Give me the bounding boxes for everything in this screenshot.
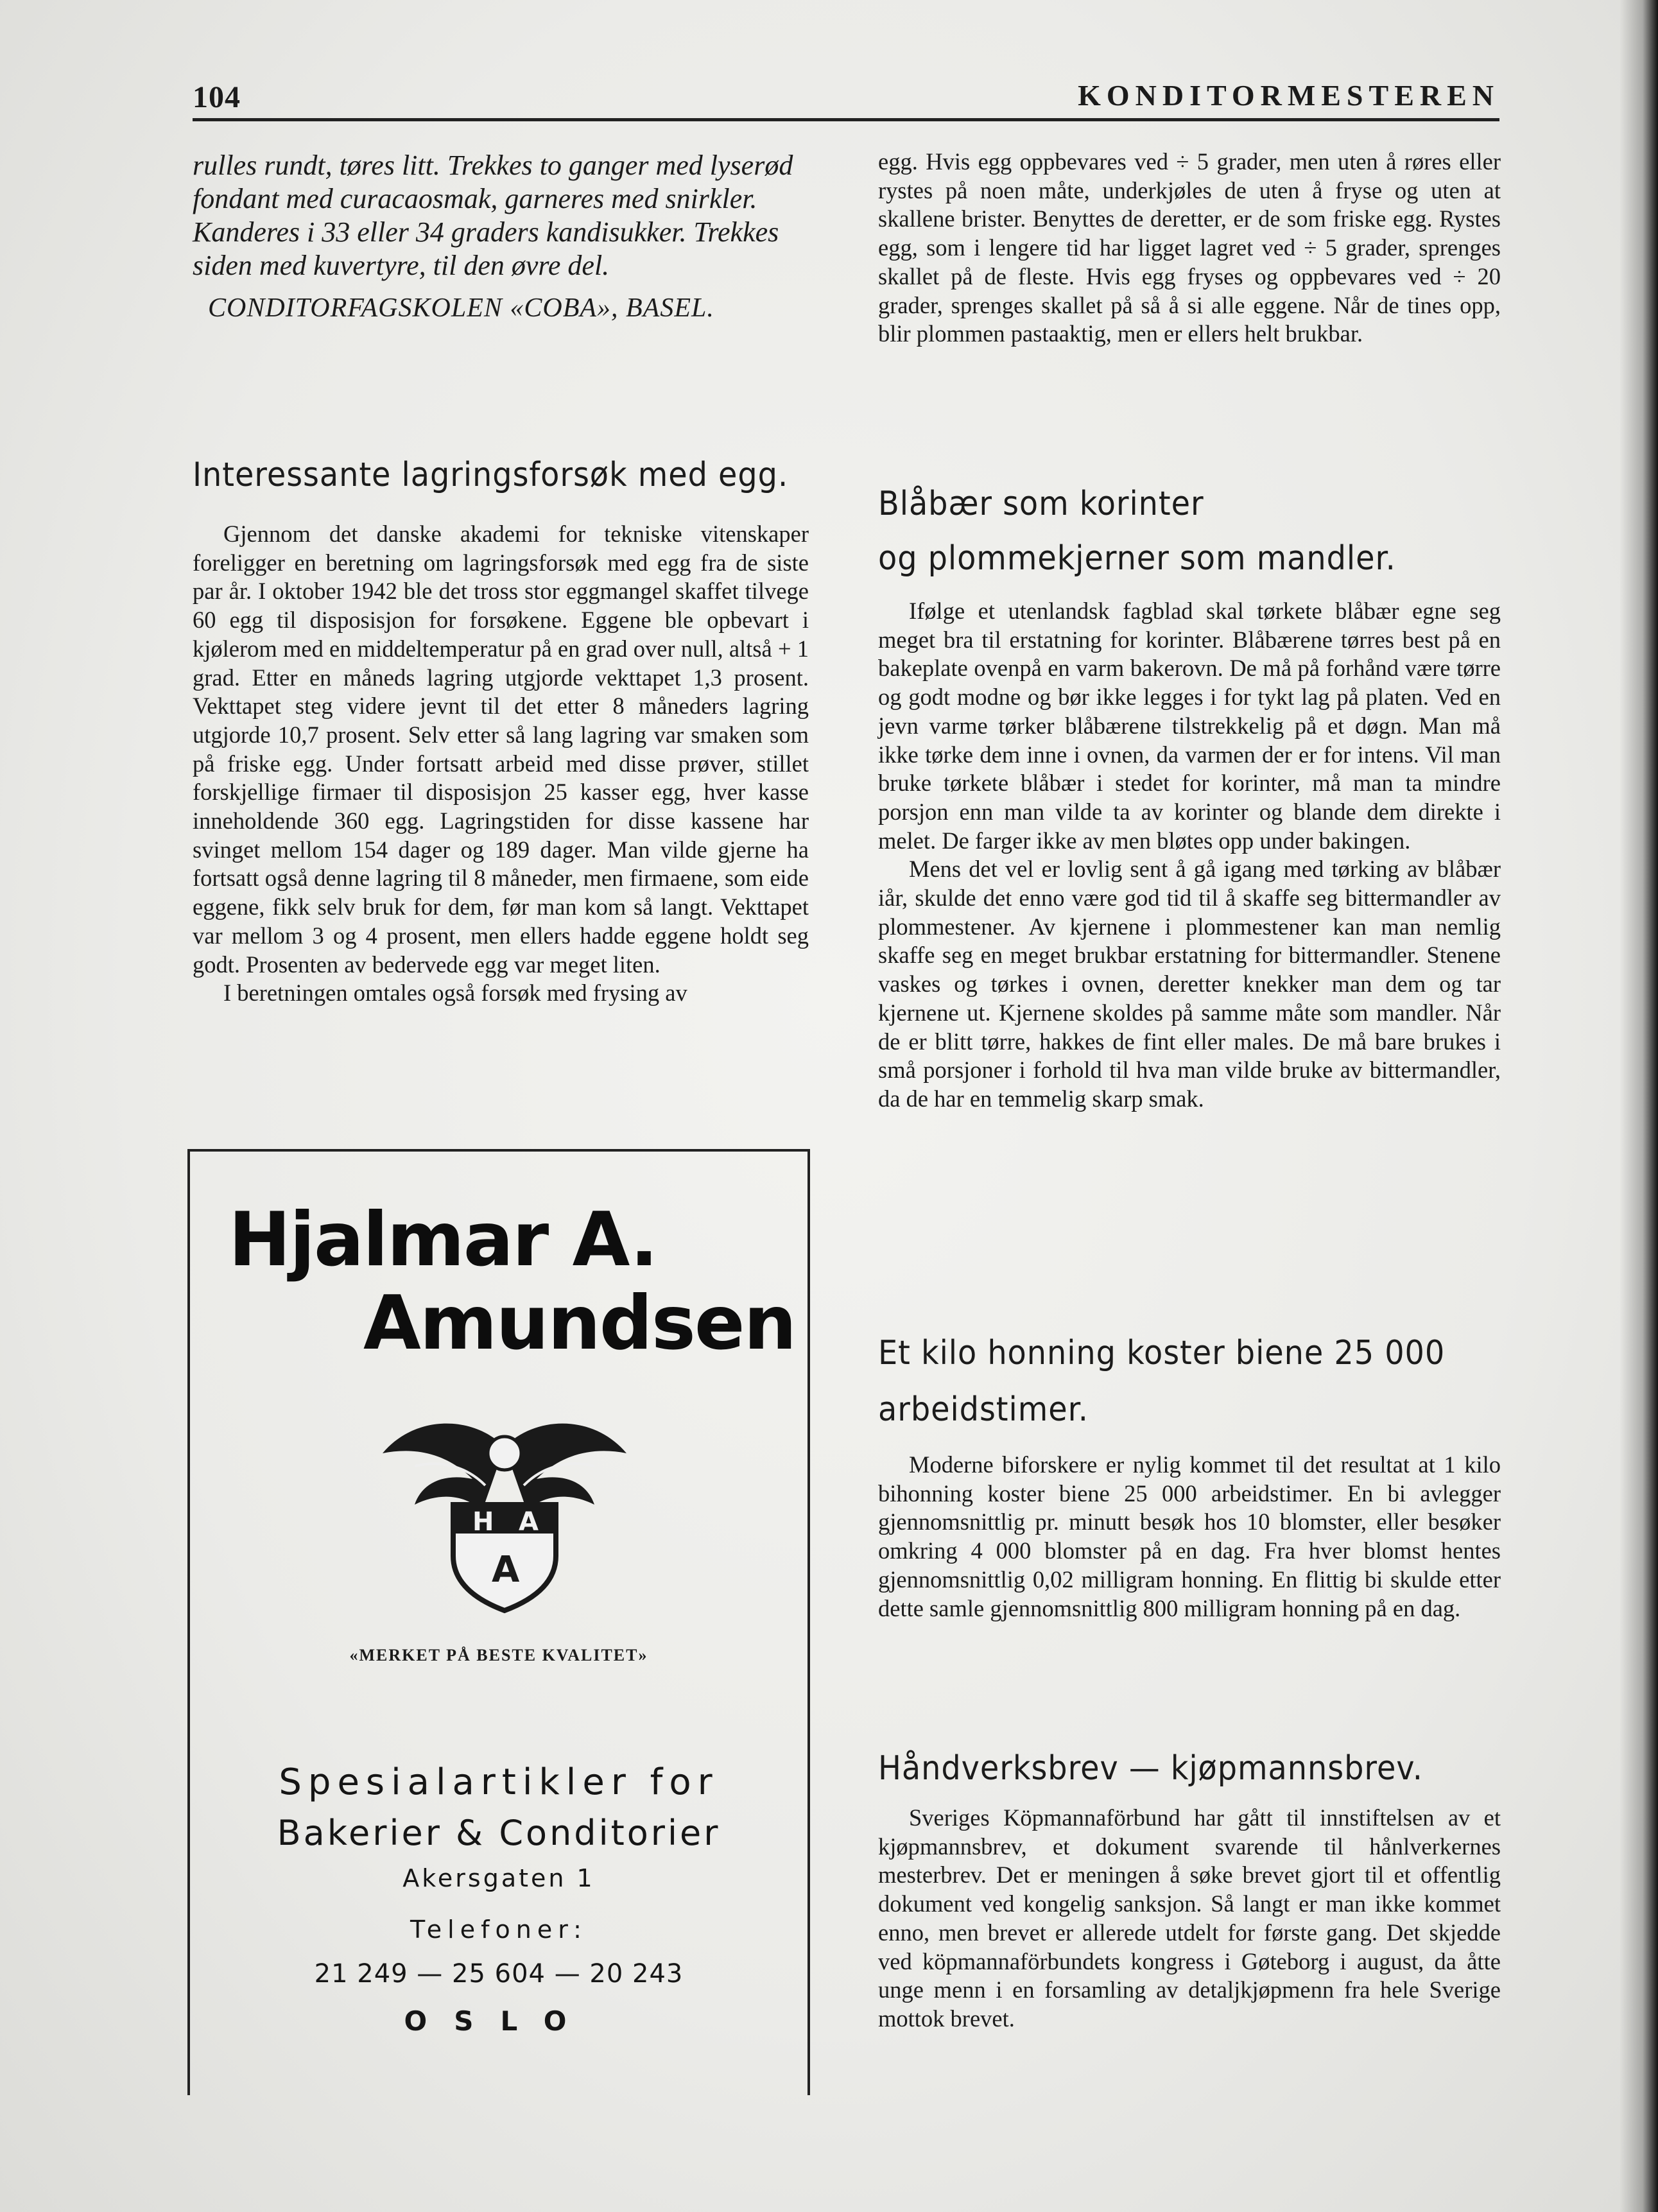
left-column-intro <box>193 149 809 325</box>
scan-edge-shadow <box>1619 0 1658 2212</box>
ad-company-name-line1: Hjalmar A. <box>229 1197 657 1283</box>
article-paragraph: Ifølge et utenlandsk fagblad skal tørkete blåbær egne seg meget bra til erstatning for korinter. Blåbærene tørres best på en bakeplate ovenpå en varm bakerovn. De må på forhånd være tørre og godt modne og bør ikke legges i for tykt lag på platen. Ved en jevn varme tørker blåbærene tilstrekkelig på et døgn. Man må ikke tørke dem inne i ovnen, da varmen der er for intens. Vil man bruke tørkete blåbær i stedet for korinter, må man ta mindre porsjon enn man vilde ta av korinter og blande dem direkte i melet. De farger ikke av men bløtes opp under bakingen. <box>878 598 1501 854</box>
article-honey <box>878 1451 1501 1623</box>
svg-text:A: A <box>492 1549 520 1591</box>
article-paragraph: Sveriges Köpmannaförbund har gått til innstiftelsen av et kjøpmannsbrev, et dokument svarende til hånlverkernes mesterbrev. Det er meningen å søke brevet gjort til et offentlig dokument ved kongelig sanksjon. Så langt er man ikke kommet enno, men brevet er allerede utdelt for første gang. Det skjedde ved köpmannaförbundets kongress i Gøteborg i august, da åtte unge menn i en forsamling av detaljkjøpmenn fra hele Sverige mottok brevet. <box>878 1804 1501 2032</box>
ad-slogan: «MERKET PÅ BESTE KVALITET» <box>349 1646 648 1664</box>
article-heading-blueberries-line1: Blåbær som korinter <box>878 485 1204 523</box>
page-number: 104 <box>193 80 241 114</box>
page-header <box>193 72 1499 121</box>
ad-phone-numbers: 21 249 — 25 604 — 20 243 <box>314 1959 684 1989</box>
article-paragraph: I beretningen omtales også forsøk med frysing av <box>223 980 687 1007</box>
article-heading-honey-line2: arbeidstimer. <box>878 1390 1089 1429</box>
article-heading-egg-storage: Interessante lagringsforsøk med egg. <box>193 456 789 494</box>
article-merchant-certificate <box>878 1804 1501 2034</box>
article-paragraph: Gjennom det danske akademi for tekniske vitenskaper foreligger en beretning om lagringsforsøk med egg fra de siste par år. I oktober 1942 ble det tross stor eggmangel skaffet tilvege 60 egg til disposisjon for forsøkene. Eggene ble opbevart i kjølerom med en middeltemperatur på en grad over null, altså + 1 grad. Etter en måneds lagring utgjorde vekttapet 1,3 prosent. Vekttapet steg videre jevnt til det etter 8 måneders lagring utgjorde 10,7 prosent. Selv etter så lang lagring var smaken som på friske egg. Under fortsatt arbeid med disse prøver, stillet forskjellige firmaer til disposisjon 25 kasser egg, hver kasse inneholdende 360 egg. Lagringstiden for disse kassene har svinget mellom 154 dager og 189 dager. Man vilde gjerne ha fortsatt også denne lagring til 8 måneder, men firmaene, som eide eggene, fikk selv bruk for dem, før man kom så langt. Vekttapet var mellom 3 og 4 prosent, men ellers hadde eggene holdt seg godt. Prosenten av bedervede egg var meget liten. <box>193 521 809 978</box>
article-heading-merchant-certificate: Håndverksbrev — kjøpmannsbrev. <box>878 1749 1423 1788</box>
egg-article-continuation <box>878 148 1501 349</box>
advertisement-hjalmar-amundsen <box>187 1149 810 2095</box>
ad-city: OSLO <box>404 2005 594 2037</box>
ad-business-line: Bakerier & Conditorier <box>277 1813 721 1853</box>
article-egg-storage <box>193 520 809 1008</box>
recipe-signature: CONDITORFAGSKOLEN «COBA», BASEL. <box>208 293 714 323</box>
article-paragraph: Mens det vel er lovlig sent å gå igang med tørking av blåbær iår, skulde det enno være god tid til å skaffe seg bittermandler av plommestener. Av kjernene i plommestener kan man nemlig skaffe seg en meget brukbar erstatning for bittermandler. Stenene vaskes og tørkes i ovnen, deretter knekker man dem og tar kjernene ut. Kjernene skoldes på samme måte som mandler. Når de er blitt tørre, hakkes de fint eller males. De må bare brukes i små porsjoner i forhold til hva man vilde bruke av bittermandler, da de har en temmelig skarp smak. <box>878 856 1501 1112</box>
ad-phones-label: Telefoner: <box>410 1915 587 1944</box>
svg-text:A: A <box>519 1507 539 1537</box>
journal-name: KONDITORMESTEREN <box>1078 79 1499 112</box>
recipe-continuation: rulles rundt, tøres litt. Trekkes to ganger med lyserød fondant med curacaosmak, garneres med snirkler. Kanderes i 33 eller 34 graders kandisukker. Trekkes siden med kuvertyre, til den øvre del. <box>193 150 793 281</box>
svg-text:H: H <box>472 1507 494 1537</box>
article-blueberries <box>878 597 1501 1114</box>
article-heading-blueberries-line2: og plommekjerner som mandler. <box>878 539 1396 578</box>
ad-logo-emblem-icon <box>376 1408 633 1614</box>
article-heading-honey-line1: Et kilo honning koster biene 25 000 <box>878 1334 1446 1372</box>
ad-specialty-line: Spesialartikler for <box>279 1761 719 1803</box>
ad-company-name-line2: Amundsen <box>363 1280 796 1367</box>
ad-address: Akersgaten 1 <box>402 1864 595 1892</box>
article-paragraph: Moderne biforskere er nylig kommet til det resultat at 1 kilo bihonning koster biene 25 000 arbeidstimer. En bi avlegger gjennomsnittlig pr. minutt besøk hos 10 blomster, eller besøker omkring 4 000 blomster på en dag. Fra hver blomst hentes gjennomsnittlig 0,02 milligram honning. En flittig bi skulde etter dette samle gjennomsnittlig 800 milligram honning på en dag. <box>878 1451 1501 1621</box>
article-paragraph: egg. Hvis egg oppbevares ved ÷ 5 grader, men uten å røres eller rystes på noen måte, underkjøles de uten å fryse og uten at skallene brister. Benyttes de deretter, er de som friske egg. Rystes egg, som i lengere tid har ligget lagret ved ÷ 5 grader, sprenges skallet på de fleste. Hvis egg fryses og oppbevares ved ÷ 20 grader, sprenges skallet på så å si alle eggene. Når de tines opp, blir plommen pastaaktig, men er ellers helt brukbar. <box>878 148 1501 347</box>
